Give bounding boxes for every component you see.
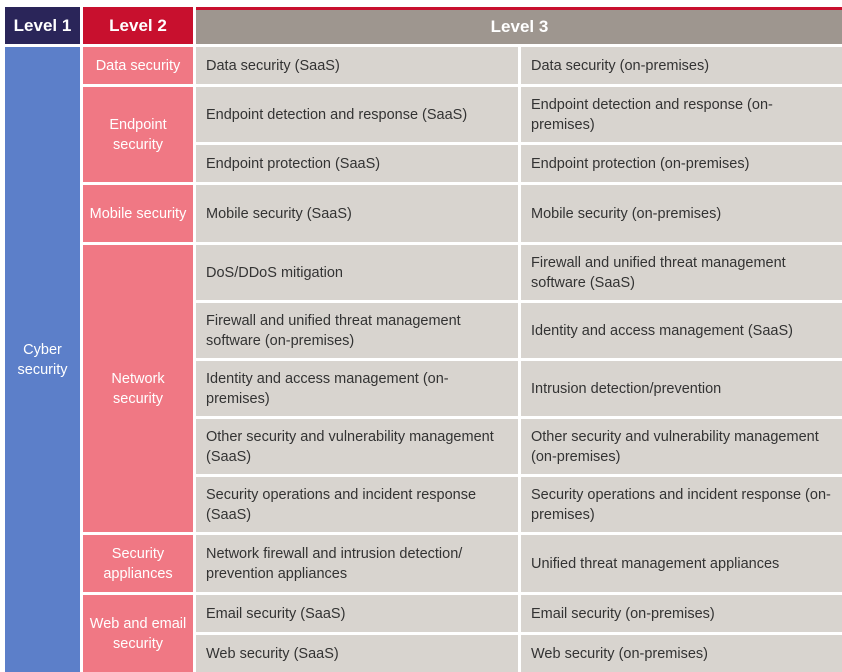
level3-cell: Data security (on-premises) bbox=[521, 47, 842, 84]
level3-cell: Firewall and unified threat management software (on-premises) bbox=[196, 303, 518, 358]
level2-mobile-security: Mobile security bbox=[83, 185, 193, 242]
level3-header: Level 3 bbox=[196, 7, 842, 44]
level2-endpoint-security: Endpoint security bbox=[83, 87, 193, 182]
level3-cell: Identity and access management (on-premises) bbox=[196, 361, 518, 416]
level3-cell: Mobile security (on-premises) bbox=[521, 185, 842, 242]
level3-cell: Endpoint detection and response (SaaS) bbox=[196, 87, 518, 142]
level3-cell: Other security and vulnerability management (SaaS) bbox=[196, 419, 518, 474]
level3-cell: Endpoint protection (on-premises) bbox=[521, 145, 842, 182]
level3-cell: Web security (on-premises) bbox=[521, 635, 842, 672]
level2-header: Level 2 bbox=[83, 7, 193, 44]
level3-cell: DoS/DDoS mitigation bbox=[196, 245, 518, 300]
level3-cell: Network firewall and intrusion detection/ prevention appliances bbox=[196, 535, 518, 592]
level3-cell: Email security (SaaS) bbox=[196, 595, 518, 632]
level3-cell: Web security (SaaS) bbox=[196, 635, 518, 672]
level3-cell: Endpoint detection and response (on-premises) bbox=[521, 87, 842, 142]
level2-security-appliances: Security appliances bbox=[83, 535, 193, 592]
level3-cell: Email security (on-premises) bbox=[521, 595, 842, 632]
level3-cell: Unified threat management appliances bbox=[521, 535, 842, 592]
level1-cyber-security: Cyber security bbox=[5, 47, 80, 672]
level2-web-email-security: Web and email security bbox=[83, 595, 193, 672]
level3-cell: Other security and vulnerability management (on-premises) bbox=[521, 419, 842, 474]
level3-cell: Data security (SaaS) bbox=[196, 47, 518, 84]
level3-cell: Security operations and incident response (on-premises) bbox=[521, 477, 842, 532]
level2-network-security: Network security bbox=[83, 245, 193, 532]
level3-cell: Identity and access management (SaaS) bbox=[521, 303, 842, 358]
level3-cell: Mobile security (SaaS) bbox=[196, 185, 518, 242]
level3-cell: Firewall and unified threat management software (SaaS) bbox=[521, 245, 842, 300]
level3-cell: Security operations and incident response (SaaS) bbox=[196, 477, 518, 532]
taxonomy-table bbox=[5, 7, 837, 669]
level2-data-security: Data security bbox=[83, 47, 193, 84]
level3-cell: Endpoint protection (SaaS) bbox=[196, 145, 518, 182]
level3-cell: Intrusion detection/prevention bbox=[521, 361, 842, 416]
level1-header: Level 1 bbox=[5, 7, 80, 44]
